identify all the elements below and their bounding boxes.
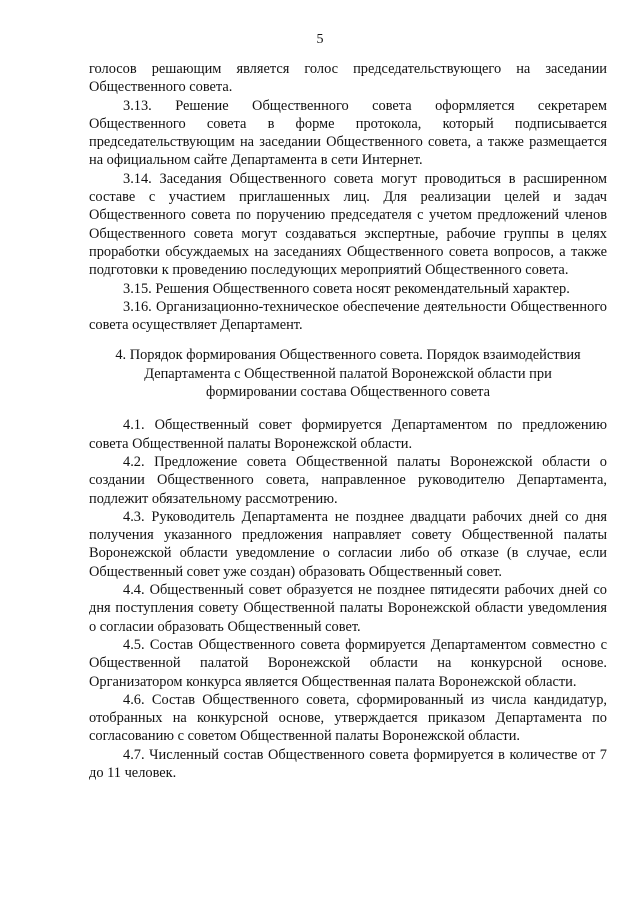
paragraph-4-1: 4.1. Общественный совет формируется Департаментом по предложению совета Общественной палаты Воронежской области. xyxy=(89,417,607,452)
section-heading xyxy=(89,346,607,401)
paragraph-3-15: 3.15. Решения Общественного совета носят рекомендательный характер. xyxy=(123,280,570,297)
paragraph-3-16: 3.16. Организационно-техническое обеспечение деятельности Общественного совета осуществляет Департамент. xyxy=(89,298,607,334)
paragraph-4-6: 4.6. Состав Общественного совета, сформированный из числа кандидатур, отобранных на конкурсной основе, утверждается приказом Департамента по согласованию с советом Общественной палаты Воронежской области. xyxy=(89,691,607,745)
paragraph-4-3: 4.3. Руководитель Департамента не позднее двадцати рабочих дней со дня получения указанного предложения направляет совету Общественной палаты Воронежской области уведомление о согласии либо об отказе (в случае, если Общественный совет уже создан) образовать Общественный совет. xyxy=(89,508,607,580)
paragraph-3-13: 3.13. Решение Общественного совета оформляется секретарем Общественного совета в форме протокола, который подписывается председательствующим на заседании Общественного совета, а также размещается на официальном сайте Департамента в сети Интернет. xyxy=(89,97,607,169)
paragraph-4-5: 4.5. Состав Общественного совета формируется Департаментом совместно с Общественной палатой Воронежской области на конкурсной основе. Организатором конкурса является Общественная палата Воронежской области. xyxy=(89,636,607,690)
section-heading-line: 4. Порядок формирования Общественного совета. Порядок взаимодействия xyxy=(115,347,581,364)
section-heading-line: формировании состава Общественного совета xyxy=(206,384,490,401)
paragraph: голосов решающим является голос председательствующего на заседании Общественного совета. xyxy=(89,61,607,96)
section-heading-line: Департамента с Общественной палатой Воронежской области при xyxy=(144,365,552,382)
paragraph-4-7: 4.7. Численный состав Общественного совета формируется в количестве от 7 до 11 человек. xyxy=(89,746,607,781)
page-number: 5 xyxy=(316,32,324,47)
paragraph-4-2: 4.2. Предложение совета Общественной палаты Воронежской области о создании Общественного совета, направленное руководителю Департамента, подлежит обязательному рассмотрению. xyxy=(89,453,607,507)
paragraph-3-14: 3.14. Заседания Общественного совета могут проводиться в расширенном составе с участием приглашенных лиц. Для реализации целей и задач Общественного совета по поручению председателя с учетом предложений членов Общественного совета могут создаваться экспертные, рабочие группы в целях проработки обсуждаемых на заседаниях Общественного совета вопросов, а также подготовки к проведению последующих мероприятий Общественного совета. xyxy=(89,170,607,279)
paragraph-4-4: 4.4. Общественный совет образуется не позднее пятидесяти рабочих дней со дня поступления совету Общественной палаты Воронежской области уведомления о согласии образовать Общественный совет. xyxy=(89,582,607,635)
document-body xyxy=(89,60,607,782)
